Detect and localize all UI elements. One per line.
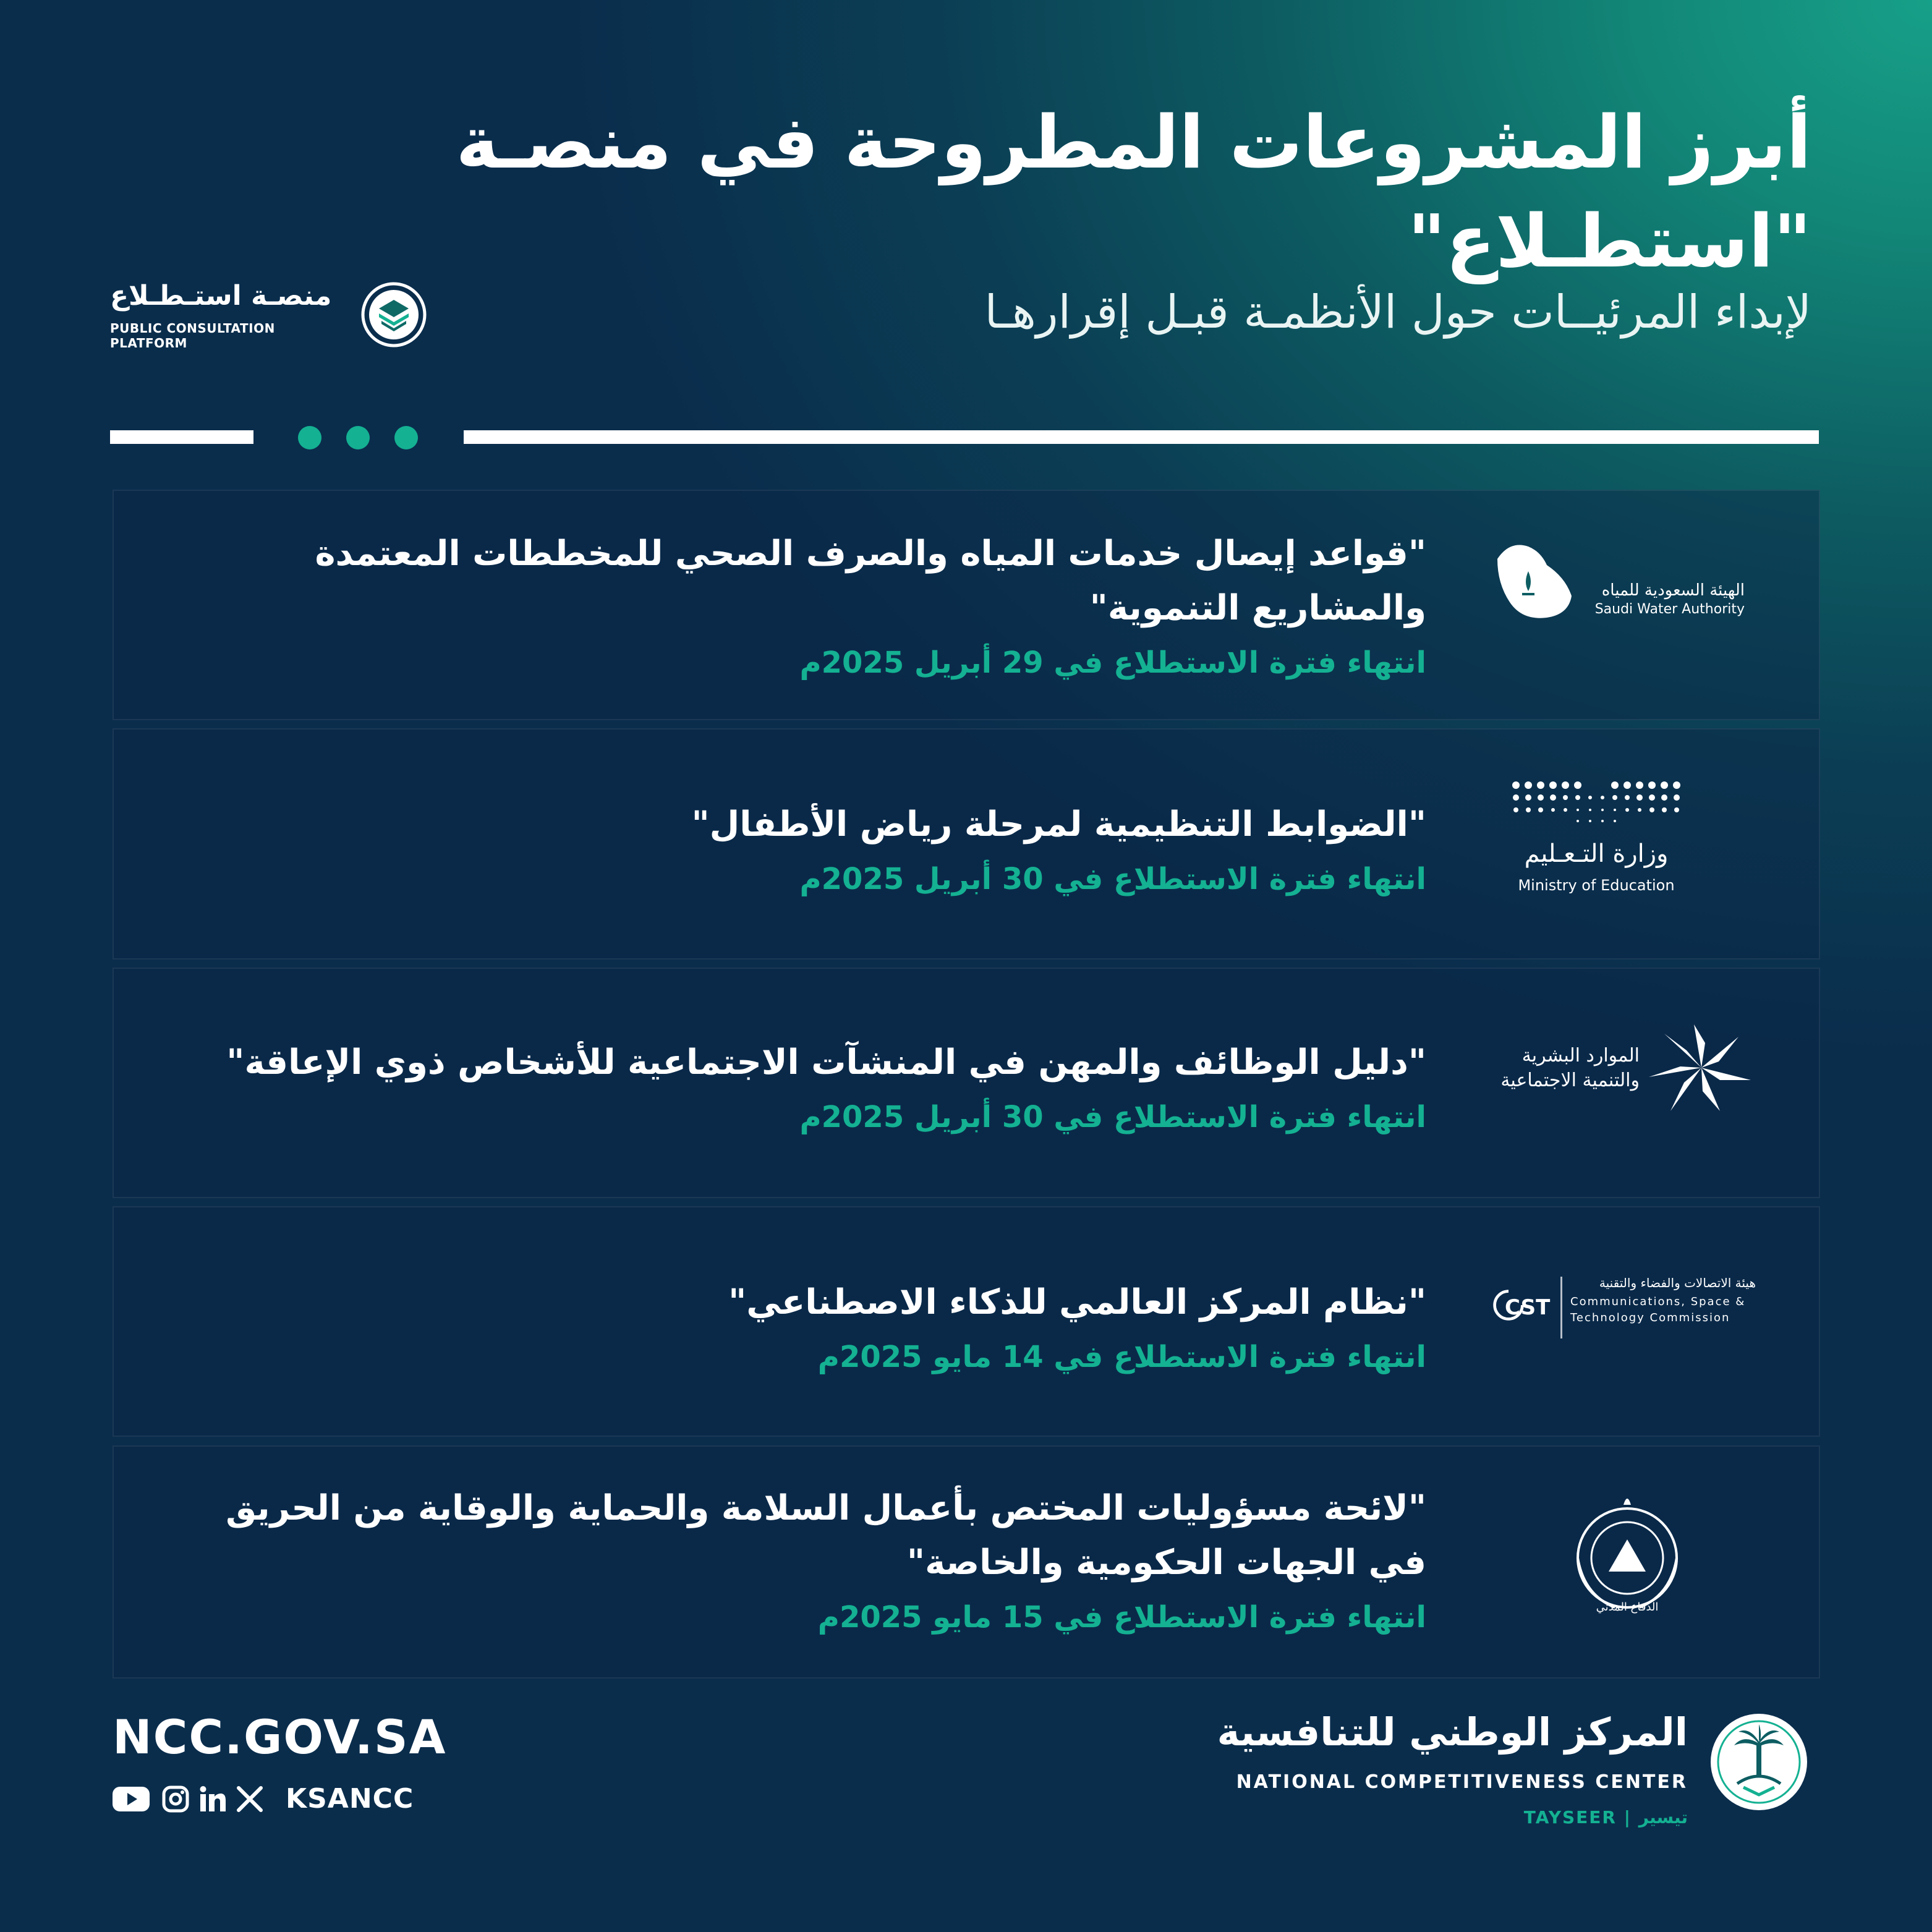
agency-abbr: CST	[1505, 1295, 1551, 1320]
project-date: انتهاء فترة الاستطلاع في 15 مايو 2025م	[817, 1600, 1426, 1635]
project-card-cst	[113, 1206, 1820, 1437]
project-card-education	[113, 728, 1820, 960]
project-title: "لائحة مسؤوليات المختص بأعمال السلامة والحماية والوقاية من الحريق في الجهات الحكومية والخاصة"	[226, 1488, 1426, 1583]
agency-name-en-line1: Communications, Space &	[1570, 1295, 1746, 1308]
project-title: "قواعد إيصال خدمات المياه والصرف الصحي للمخططات المعتمدة والمشاريع التنموية"	[315, 534, 1426, 628]
project-text	[165, 1275, 1426, 1382]
project-text	[165, 527, 1426, 687]
agency-name-ar: هيئة الاتصالات والفضاء والتقنية	[1599, 1275, 1756, 1290]
agency-name-en: Saudi Water Authority	[1594, 602, 1745, 617]
social-handle[interactable]: KSANCC	[286, 1783, 414, 1815]
project-date: انتهاء فترة الاستطلاع في 30 أبريل 2025م	[799, 1100, 1426, 1134]
dots-pattern-icon	[1510, 779, 1683, 828]
platform-logo	[110, 281, 432, 349]
project-date: انتهاء فترة الاستطلاع في 29 أبريل 2025م	[799, 645, 1426, 680]
agency-logo-cst	[1491, 1263, 1757, 1399]
palm-star-icon	[1646, 1018, 1757, 1117]
agency-logo-hr	[1485, 1018, 1757, 1154]
agency-logo-civil-defense	[1559, 1490, 1695, 1638]
instagram-icon[interactable]	[162, 1785, 189, 1813]
agency-name-ar: وزارة التـعـليم	[1524, 840, 1669, 868]
agency-logo-education	[1485, 779, 1757, 915]
project-card-water	[113, 490, 1820, 720]
divider-dot	[394, 426, 418, 449]
page-subtitle: لإبداء المرئيــات حول الأنظمـة قبـل إقرارهـا	[984, 286, 1811, 339]
project-card-hr	[113, 968, 1820, 1198]
divider-dot	[298, 426, 321, 449]
org-name-ar: المركز الوطني للتنافسية	[1217, 1709, 1688, 1755]
program-name: TAYSEER | تيسير	[1523, 1807, 1688, 1828]
project-text	[165, 1036, 1426, 1142]
agency-logo-water	[1485, 534, 1757, 670]
social-links	[113, 1781, 434, 1818]
agency-name-ar-line1: الموارد البشرية	[1521, 1045, 1640, 1066]
agency-name-ar: الدفاع المدني	[1596, 1601, 1659, 1614]
project-text	[165, 798, 1426, 904]
project-title: "نظام المركز العالمي للذكاء الاصطناعي"	[728, 1282, 1426, 1322]
youtube-icon[interactable]	[113, 1785, 150, 1813]
project-text	[165, 1481, 1426, 1642]
divider-right	[464, 430, 1819, 444]
agency-name-en-line2: Technology Commission	[1570, 1311, 1730, 1324]
divider-dot	[346, 426, 370, 449]
agency-divider	[1560, 1277, 1562, 1338]
saudi-map-icon	[1485, 534, 1578, 627]
project-title: "الضوابط التنظيمية لمرحلة رياض الأطفال"	[691, 804, 1426, 845]
website-url[interactable]: NCC.GOV.SA	[113, 1709, 447, 1764]
linkedin-icon[interactable]	[199, 1785, 226, 1813]
page-title: أبرز المشروعات المطروحة في منصـة "استطـلاع"	[456, 100, 1811, 284]
palm-emblem-icon	[1706, 1709, 1811, 1815]
agency-name-ar: الهيئة السعودية للمياه	[1601, 581, 1745, 600]
org-name-en: NATIONAL COMPETITIVENESS CENTER	[1236, 1771, 1688, 1793]
platform-name-ar: منصـة استـطـلاع	[110, 280, 332, 312]
project-title: "دليل الوظائف والمهن في المنشآت الاجتماعية للأشخاص ذوي الإعاقة"	[226, 1042, 1426, 1083]
ncc-logo	[1217, 1709, 1811, 1833]
agency-name-en: Ministry of Education	[1518, 877, 1675, 894]
platform-name-en: PUBLIC CONSULTATION PLATFORM	[110, 321, 275, 351]
project-card-civil-defense	[113, 1445, 1820, 1679]
layers-icon	[360, 281, 427, 348]
x-icon[interactable]	[236, 1785, 263, 1813]
agency-name-ar-line2: والتنمية الاجتماعية	[1500, 1070, 1640, 1091]
project-date: انتهاء فترة الاستطلاع في 14 مايو 2025م	[817, 1340, 1426, 1374]
project-date: انتهاء فترة الاستطلاع في 30 أبريل 2025م	[799, 862, 1426, 896]
divider-left	[110, 430, 253, 444]
